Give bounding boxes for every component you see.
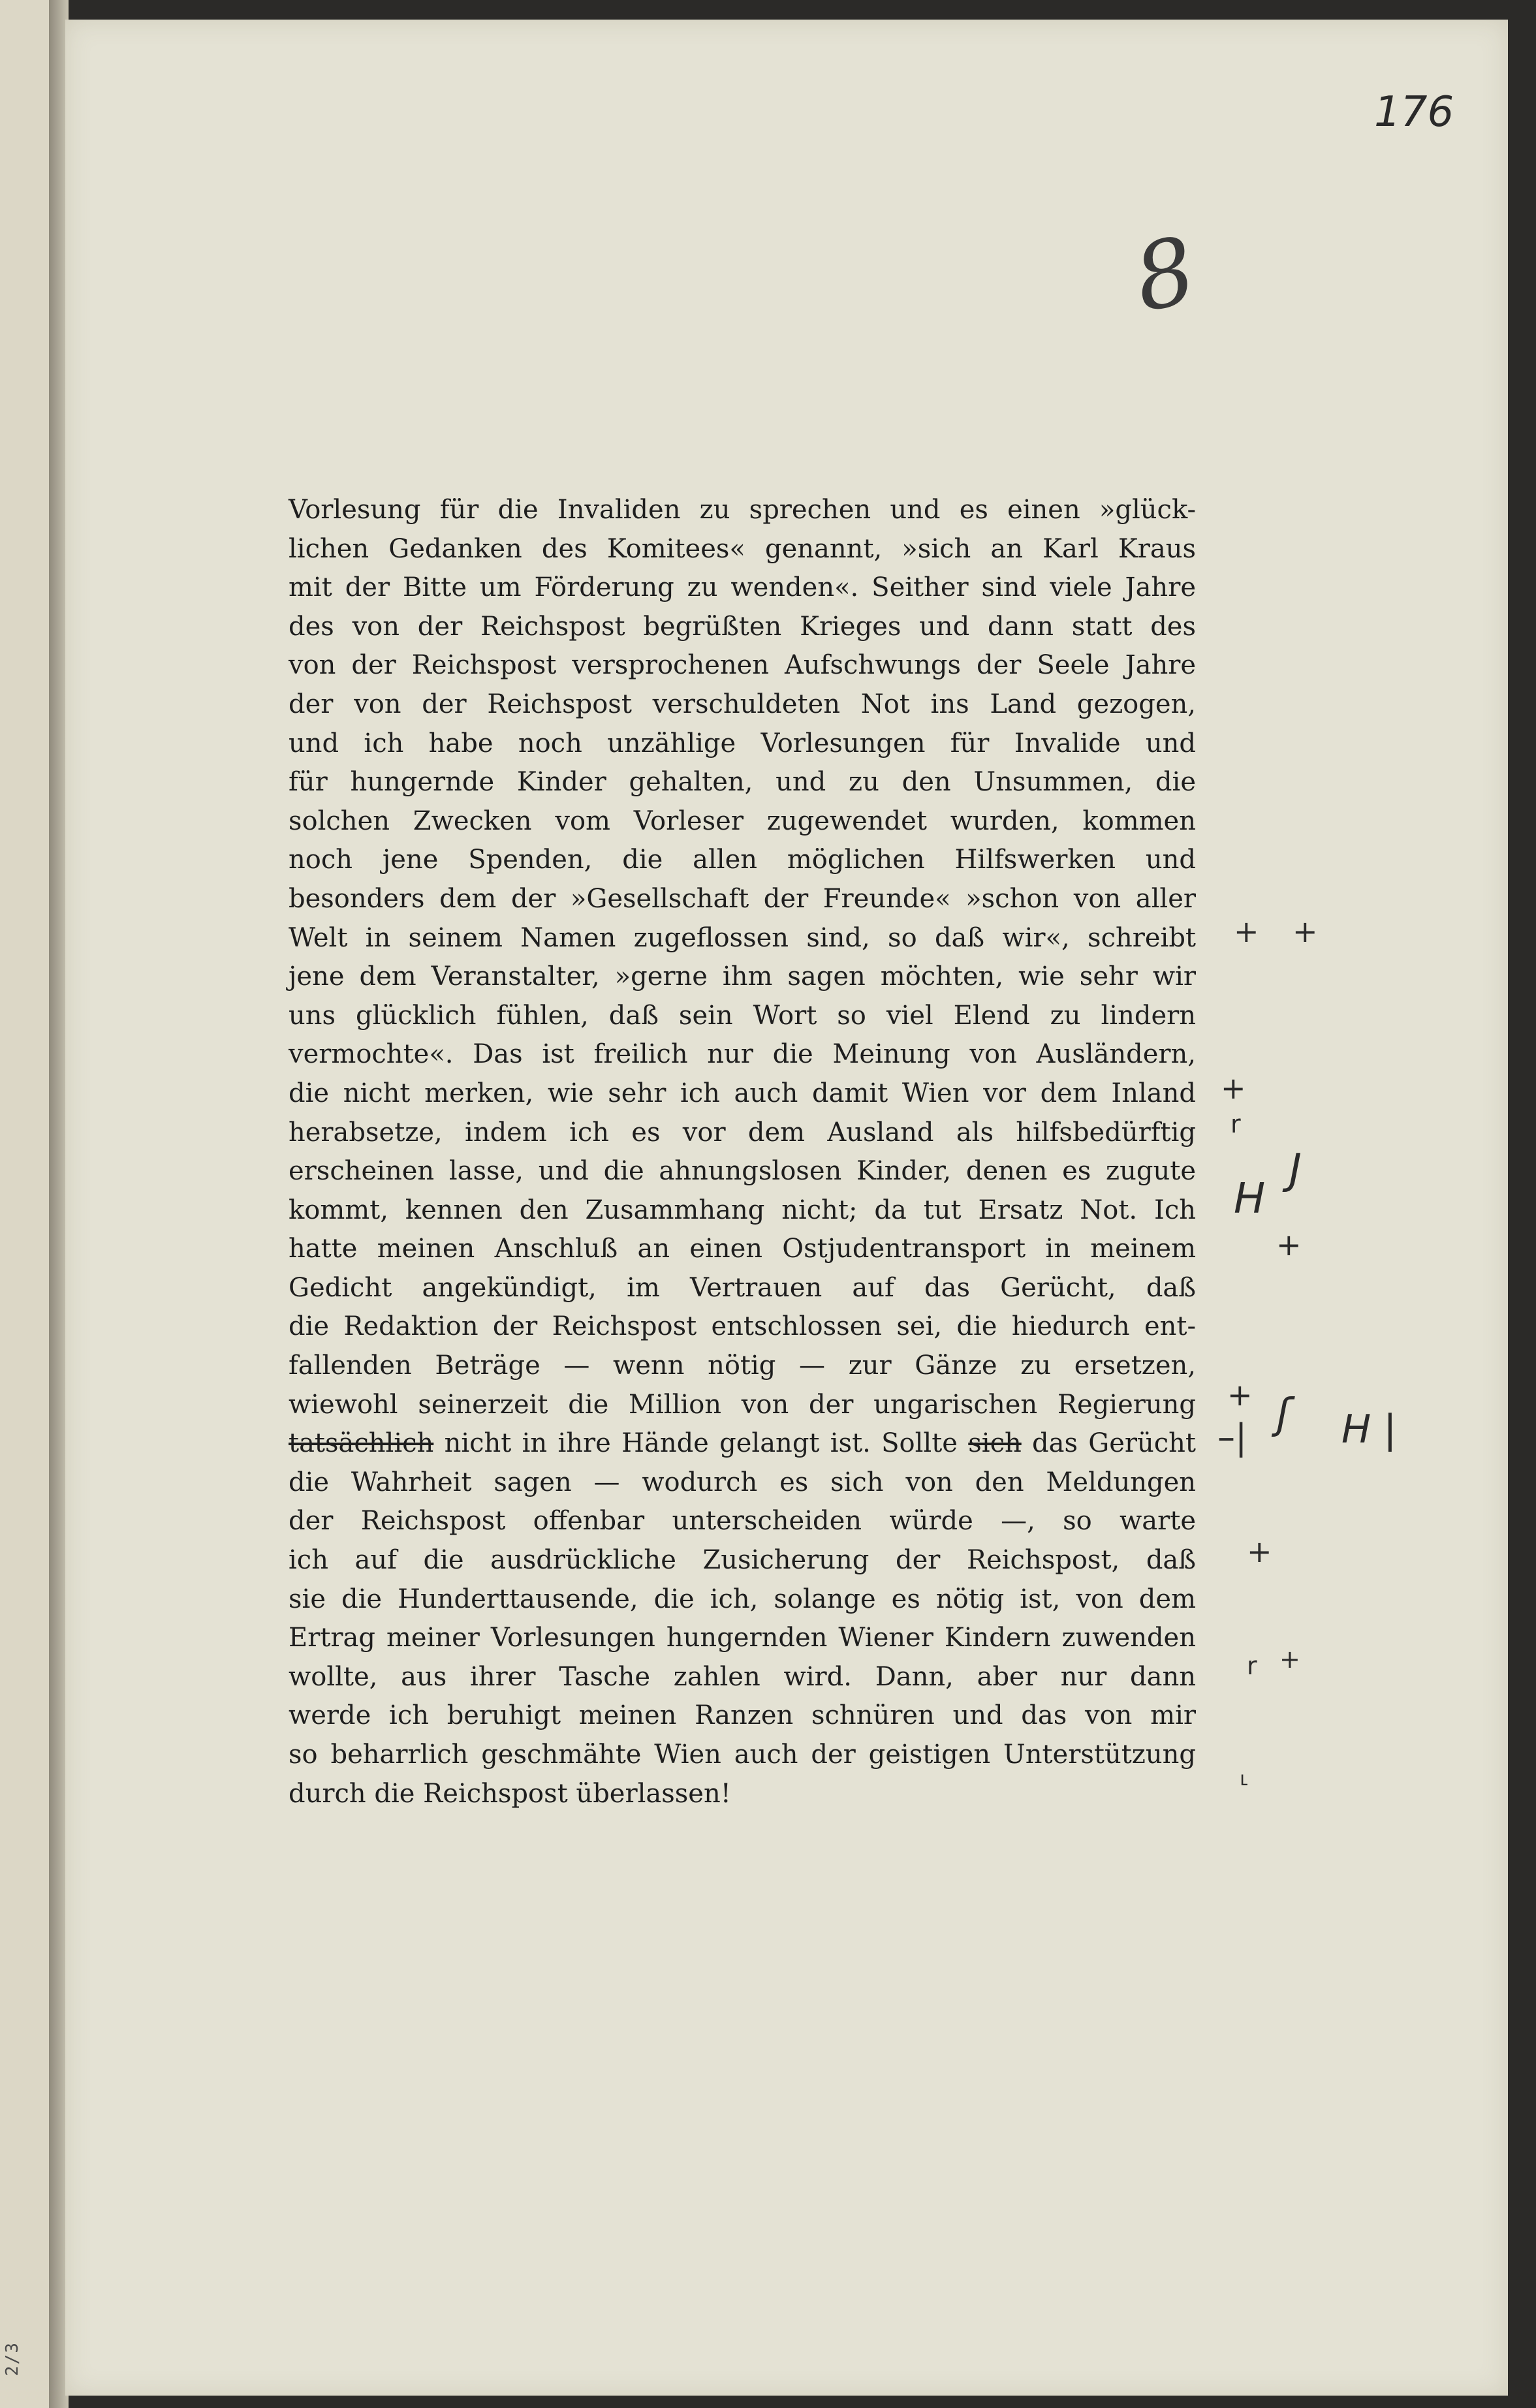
struck-word: tatsächlich — [289, 1428, 434, 1459]
text-line: hatte meinen Anschluß an einen Ostjudentransport in meinem — [289, 1234, 1196, 1264]
text-line: solchen Zwecken vom Vorleser zugewendet wurden, kommen — [289, 805, 1196, 836]
archive-edge-label: 2/3 — [3, 2341, 22, 2376]
handwritten-page-mark: 8 — [1125, 217, 1205, 334]
margin-note: ˪ — [1240, 1762, 1249, 1791]
text-line: von der Reichspost versprochenen Aufschwungs der Seele Jahre — [289, 650, 1196, 681]
text-line: ich auf die ausdrückliche Zusicherung der Reichspost, daß — [289, 1545, 1196, 1576]
margin-note: ʃ — [1276, 1390, 1291, 1439]
text-line: mit der Bitte um Förderung zu wenden«. Seither sind viele Jahre — [289, 572, 1196, 603]
struck-word: sich — [968, 1428, 1022, 1459]
text-line: werde ich beruhigt meinen Ranzen schnüren und das von mir — [289, 1700, 1196, 1731]
margin-note: + — [1234, 914, 1259, 949]
text-line: der von der Reichspost verschuldeten Not ins Land gezogen, — [289, 689, 1196, 719]
margin-note: H | — [1341, 1407, 1397, 1452]
text-line: wiewohl seinerzeit die Million von der ungarischen Regierung — [289, 1389, 1196, 1420]
margin-note: + — [1227, 1377, 1253, 1413]
margin-note: + — [1247, 1534, 1272, 1569]
text-line: uns glücklich fühlen, daß sein Wort so viel Elend zu lindern — [289, 1000, 1196, 1031]
text-line: fallenden Beträge — wenn nötig — zur Gänze zu ersetzen, — [289, 1351, 1196, 1381]
margin-note: –| — [1217, 1416, 1247, 1458]
text-line: kommt, kennen den Zusammhang nicht; da tut Ersatz Not. Ich — [289, 1195, 1196, 1225]
text-line: erscheinen lasse, und die ahnungslosen Kinder, denen es zugute — [289, 1156, 1196, 1187]
text-line: Ertrag meiner Vorlesungen hungernden Wiener Kindern zuwenden — [289, 1623, 1196, 1653]
text-line: vermochte«. Das ist freilich nur die Meinung von Ausländern, — [289, 1039, 1196, 1070]
margin-note: H — [1234, 1175, 1266, 1223]
text-line: für hungernde Kinder gehalten, und zu den Unsummen, die — [289, 767, 1196, 798]
margin-note: + — [1279, 1645, 1300, 1674]
text-line: die Redaktion der Reichspost entschlossen sei, die hiedurch ent- — [289, 1311, 1196, 1342]
margin-note: r — [1247, 1651, 1257, 1680]
text-line: der Reichspost offenbar unterscheiden würde —, so warte — [289, 1506, 1196, 1537]
text-line-with-strikethrough — [289, 1424, 1196, 1463]
text-line: des von der Reichspost begrüßten Krieges und dann statt des — [289, 611, 1196, 642]
text-line: die Wahrheit sagen — wodurch es sich von den Meldungen — [289, 1467, 1196, 1497]
text-line: Gedicht angekündigt, im Vertrauen auf das Gerücht, daß — [289, 1272, 1196, 1303]
margin-note: r — [1230, 1110, 1241, 1138]
text-line: Welt in seinem Namen zugeflossen sind, so daß wir«, schreibt — [289, 922, 1196, 953]
margin-note: + — [1276, 1227, 1302, 1262]
text-line: lichen Gedanken des Komitees« genannt, »sich an Karl Kraus — [289, 533, 1196, 564]
text-fragment: nicht in ihre Hände gelangt ist. Sollte — [433, 1428, 969, 1459]
text-line: und ich habe noch unzählige Vorlesungen für Invalide und — [289, 728, 1196, 758]
text-line: die nicht merken, wie sehr ich auch damit Wien vor dem Inland — [289, 1078, 1196, 1108]
folio-number: 176 — [1374, 88, 1454, 136]
text-fragment: das Gerücht — [1021, 1428, 1197, 1459]
text-line: herabsetze, indem ich es vor dem Ausland als hilfsbedürftig — [289, 1117, 1196, 1148]
text-line: wollte, aus ihrer Tasche zahlen wird. Dann, aber nur dann — [289, 1661, 1196, 1692]
facing-page-edge — [0, 0, 51, 2408]
text-line: sie die Hunderttausende, die ich, solange es nötig ist, von dem — [289, 1584, 1196, 1614]
text-line: jene dem Veranstalter, »gerne ihm sagen möchten, wie sehr wir — [289, 962, 1196, 992]
text-line: so beharrlich geschmähte Wien auch der geistigen Unterstützung — [289, 1740, 1196, 1770]
text-line: besonders dem der »Gesellschaft der Freunde« »schon von aller — [289, 883, 1196, 914]
text-line: Vorlesung für die Invaliden zu sprechen und es einen »glück- — [289, 495, 1196, 525]
margin-note: J — [1289, 1146, 1302, 1194]
text-line: noch jene Spenden, die allen möglichen Hilfswerken und — [289, 845, 1196, 875]
body-text — [289, 491, 1196, 1813]
margin-note: + — [1221, 1071, 1246, 1106]
text-line: durch die Reichspost überlassen! — [289, 1778, 731, 1809]
margin-note: + — [1293, 914, 1318, 949]
